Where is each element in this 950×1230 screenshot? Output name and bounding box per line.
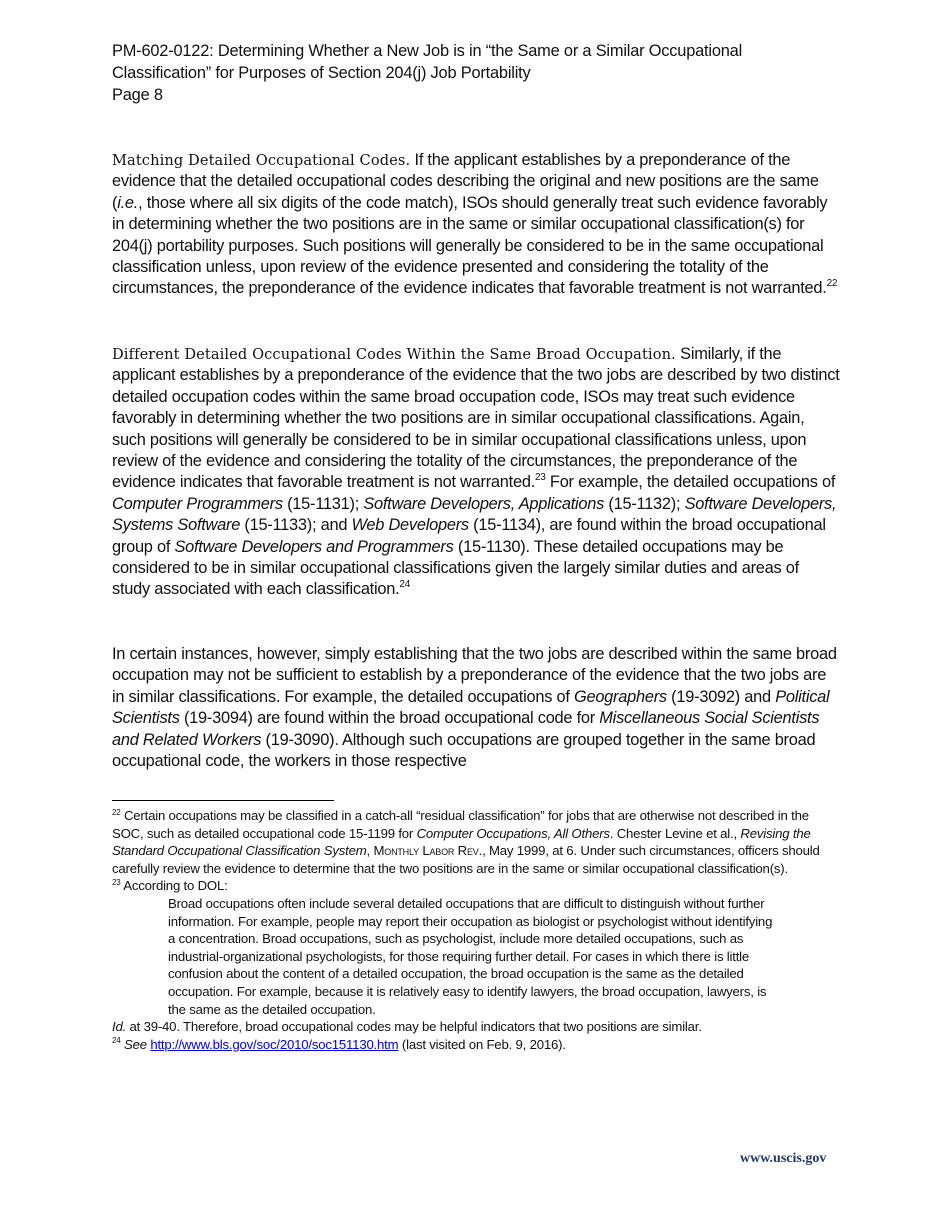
footnote-ref-23[interactable]: 23	[535, 471, 546, 483]
text: (19-3094) are found within the broad occupational code for	[179, 709, 600, 728]
footnote-22	[112, 807, 840, 877]
page-header	[112, 40, 840, 106]
paragraph-matching-codes	[112, 150, 840, 300]
paragraph-heading: Matching Detailed Occupational Codes.	[112, 152, 411, 169]
footnote-ref-22[interactable]: 22	[826, 277, 838, 289]
text: (15-1131);	[282, 494, 364, 513]
occupation-name: Web Developers	[351, 516, 469, 535]
occupation-name: Political Scientists	[112, 687, 830, 728]
document-page	[112, 40, 840, 1052]
journal-name: Monthly Labor Rev	[373, 843, 479, 859]
occupation-name: Geographers	[573, 687, 667, 706]
text: In certain instances, however, simply establishing that the two jobs are described within the same broad occupation may not be sufficient to establish by a preponderance of the evidence that the two jobs are in similar classifications. For example, the detailed occupations of	[112, 645, 837, 706]
paragraph-certain-instances	[112, 644, 840, 772]
text: Similarly, if the applicant establishes by a preponderance of the evidence that the two jobs are described by two distinct detailed occupation codes within the same broad occupation code, ISOs may treat such evidence favorably in determining whether the two positions are in similar occupational classifications. Again, such positions will generally be considered to be in similar occupational classifications unless, upon review of the evidence and considering the totality of the circumstances, the preponderance of the evidence indicates that favorable treatment is not warranted.	[112, 345, 840, 492]
text: (last visited on Feb. 9, 2016).	[398, 1036, 566, 1052]
text: ,	[366, 843, 374, 859]
occupation-name: Miscellaneous Social Scientists and Related Workers	[112, 709, 820, 749]
text: According to DOL:	[120, 878, 228, 894]
text: (15-1134), are found within the broad occupational group of	[112, 516, 826, 556]
italic-text: See	[123, 1036, 147, 1052]
block-quote: Broad occupations often include several detailed occupations that are difficult to distinguish without further information. For example, people may report their occupation as biologist or psychologist without identifying a concentration. Broad occupations, such as psychologist, include more detailed occupations, such as industrial-organizational psychologists, for those requiring further detail. For cases in which there is little confusion about the content of a detailed occupation, the broad occupation is the same as the detailed occupation. For example, because it is relatively easy to identify lawyers, the broad occupation, lawyers, is the same as the detailed occupation.	[168, 895, 773, 1017]
footnote-ref-24[interactable]: 24	[399, 579, 411, 590]
footnote-23-continuation	[112, 1018, 840, 1036]
footnote-number: 24	[112, 1036, 121, 1046]
footnote-separator	[112, 800, 334, 801]
text: Certain occupations may be classified in a catch-all “residual classification” for jobs that are otherwise not described in the SOC, such as detailed occupational code 15-1199 for	[112, 808, 809, 841]
text: . Chester Levine et al.,	[609, 825, 741, 841]
text: (15-1130). These detailed occupations may be considered to be in similar occupational classifications given the largely similar duties and areas of study associated with each classification.	[112, 537, 799, 599]
footnote-23	[112, 877, 840, 895]
footer-website[interactable]: www.uscis.gov	[740, 1151, 827, 1166]
text: (15-1132);	[604, 494, 685, 513]
paragraph-different-codes	[112, 344, 840, 601]
header-title-line-2: Classification” for Purposes of Section 204(j) Job Portability	[112, 64, 531, 82]
text: at 39-40. Therefore, broad occupational codes may be helpful indicators that two positions are similar.	[126, 1019, 702, 1035]
footnote-number: 22	[112, 807, 121, 817]
text: (19-3090). Although such occupations are grouped together in the same broad occupational code, the workers in those respective	[112, 730, 816, 771]
bls-soc-link[interactable]: http://www.bls.gov/soc/2010/soc151130.htm	[150, 1036, 399, 1052]
header-title-line-1: PM-602-0122: Determining Whether a New Job is in “the Same or a Similar Occupational	[112, 42, 743, 60]
occupation-name: Computer Programmers	[112, 494, 283, 513]
footnotes	[112, 807, 840, 1053]
text: For example, the detailed occupations of	[545, 473, 836, 492]
footnote-number: 23	[112, 877, 121, 887]
occupation-name: Software Developers and Programmers	[174, 537, 454, 556]
page-number: Page 8	[112, 86, 163, 104]
text: If the applicant establishes by a preponderance of the evidence that the detailed occupational codes describing the original and new positions are the same (	[112, 151, 819, 212]
italic-text: i.e.	[117, 193, 139, 212]
occupation-name: Software Developers, Systems Software	[112, 494, 837, 535]
paragraph-heading: Different Detailed Occupational Codes Within the Same Broad Occupation.	[112, 346, 676, 363]
text: (15-1133); and	[240, 516, 352, 535]
italic-text: Id.	[112, 1019, 127, 1035]
footnote-24	[112, 1036, 840, 1054]
italic-text: Revising the Standard Occupational Classification System	[112, 825, 811, 859]
text: ., May 1999, at 6. Under such circumstances, officers should carefully review the evidence to determine that the two positions are in the same or similar occupational classification(s).	[112, 843, 820, 876]
text: , those where all six digits of the code match), ISOs should generally treat such evidence favorably in determining whether the two positions are in the same or similar occupational classification(s) for 204(j) portability purposes. Such positions will generally be considered to be in the same occupational classification unless, upon review of the evidence presented and considering the totality of the circumstances, the preponderance of the evidence indicates that favorable treatment is not warranted.	[112, 193, 828, 298]
italic-text: Computer Occupations, All Others	[416, 825, 610, 841]
text: (19-3092) and	[666, 687, 776, 706]
occupation-name: Software Developers, Applications	[363, 494, 605, 513]
